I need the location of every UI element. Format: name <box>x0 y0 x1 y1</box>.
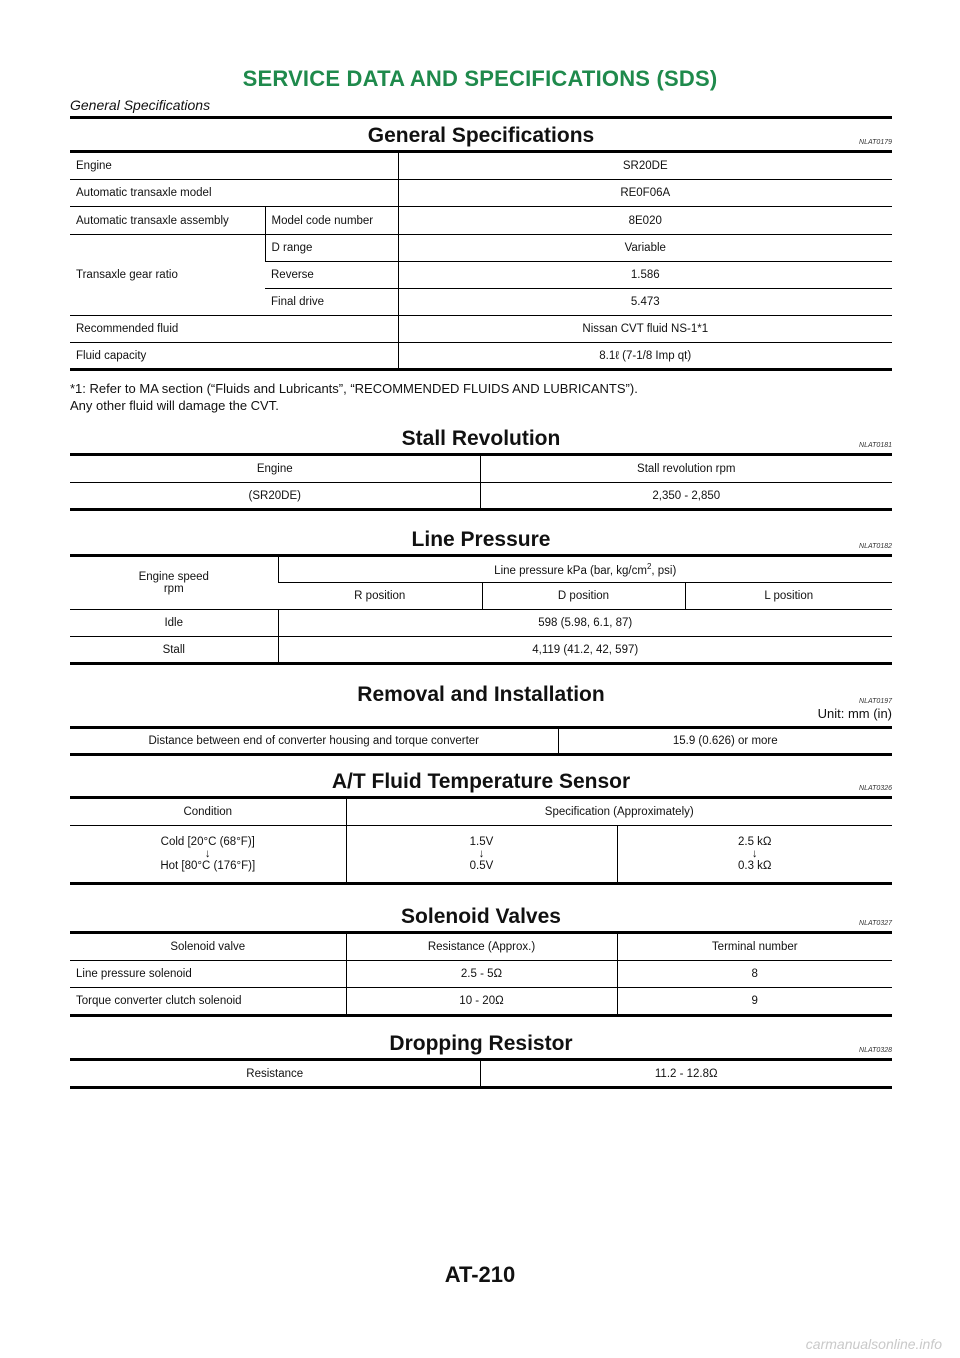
section-title: Stall Revolution <box>401 427 561 450</box>
down-arrow-icon: ↓ <box>478 848 485 860</box>
general-specifications-table <box>70 150 892 371</box>
section-ref: NLAT0197 <box>859 698 892 705</box>
section-ref: NLAT0179 <box>859 139 892 146</box>
solenoid-valves-section <box>70 901 892 1017</box>
removal-installation-table <box>70 726 892 756</box>
section-ref: NLAT0326 <box>859 785 892 792</box>
page-header-title: SERVICE DATA AND SPECIFICATIONS (SDS) <box>242 66 718 91</box>
stall-revolution-table <box>70 453 892 511</box>
table-row: Automatic transaxle model RE0F06A <box>70 180 892 207</box>
section-ref: NLAT0182 <box>859 543 892 550</box>
table-row: Automatic transaxle assembly Model code number 8E020 <box>70 207 892 235</box>
table-row: Reverse 1.586 <box>70 262 892 289</box>
down-arrow-icon: ↓ <box>204 848 211 860</box>
table-row: Engine speed rpm Line pressure kPa (bar, $kg/cm^2$, psi) <box>70 556 892 583</box>
general-specifications-section <box>70 120 892 371</box>
removal-installation-section <box>70 679 892 756</box>
solenoid-valves-table <box>70 931 892 1017</box>
footnote: *1: Refer to MA section (“Fluids and Lubricants”, “RECOMMENDED FLUIDS AND LUBRICANTS”). <box>70 381 638 396</box>
watermark: carmanualsonline.info <box>805 1336 942 1352</box>
table-row: Final drive 5.473 <box>70 289 892 316</box>
stall-revolution-section <box>70 423 892 511</box>
section-title: Removal and Installation <box>357 683 605 706</box>
table-row: Line pressure solenoid 2.5 - 5Ω 8 <box>70 961 892 988</box>
section-title: Solenoid Valves <box>401 905 561 928</box>
table-row: (SR20DE) 2,350 - 2,850 <box>70 483 892 510</box>
atf-temperature-sensor-table <box>70 796 892 885</box>
table-row: Torque converter clutch solenoid 10 - 20Ω 9 <box>70 988 892 1016</box>
table-row: Solenoid valve Resistance (Approx.) Terminal number <box>70 933 892 961</box>
header-rule <box>70 116 892 119</box>
table-row: Recommended fluid Nissan CVT fluid NS-1*1 <box>70 316 892 343</box>
section-title: Line Pressure <box>411 528 551 551</box>
table-row: Distance between end of converter housing and torque converter 15.9 (0.626) or more <box>70 728 892 755</box>
table-row: Resistance 11.2 - 12.8Ω <box>70 1060 892 1088</box>
dropping-resistor-section <box>70 1028 892 1089</box>
page-header-subtitle: General Specifications <box>70 97 211 113</box>
section-ref: NLAT0327 <box>859 920 892 927</box>
section-ref: NLAT0328 <box>859 1047 892 1054</box>
table-row: Stall 4,119 (41.2, 42, 597) <box>70 637 892 664</box>
footnote: Any other fluid will damage the CVT. <box>70 398 279 413</box>
dropping-resistor-table <box>70 1058 892 1089</box>
line-pressure-table <box>70 554 892 665</box>
section-title: General Specifications <box>367 124 595 147</box>
down-arrow-icon: ↓ <box>751 848 758 860</box>
table-row: Engine Stall revolution rpm <box>70 455 892 483</box>
section-title: A/T Fluid Temperature Sensor <box>331 770 631 793</box>
table-row: Condition Specification (Approximately) <box>70 798 892 826</box>
table-row: Transaxle gear ratio D range Variable <box>70 235 892 262</box>
table-row: R position D position L position <box>70 583 892 610</box>
section-title: Dropping Resistor <box>389 1032 573 1055</box>
table-row: Fluid capacity 8.1ℓ (7-1/8 Imp qt) <box>70 343 892 370</box>
unit-label: Unit: mm (in) <box>817 706 892 721</box>
atf-temperature-sensor-section <box>70 766 892 885</box>
line-pressure-section <box>70 524 892 665</box>
table-row: Cold [20°C (68°F)] ↓ Hot [80°C (176°F)] 1.5V ↓ 0.5V 2.5 kΩ ↓ 0.3 kΩ <box>70 826 892 884</box>
section-ref: NLAT0181 <box>859 442 892 449</box>
table-row: Idle 598 (5.98, 6.1, 87) <box>70 610 892 637</box>
page-number: AT-210 <box>444 1262 516 1287</box>
table-row: Engine SR20DE <box>70 152 892 180</box>
